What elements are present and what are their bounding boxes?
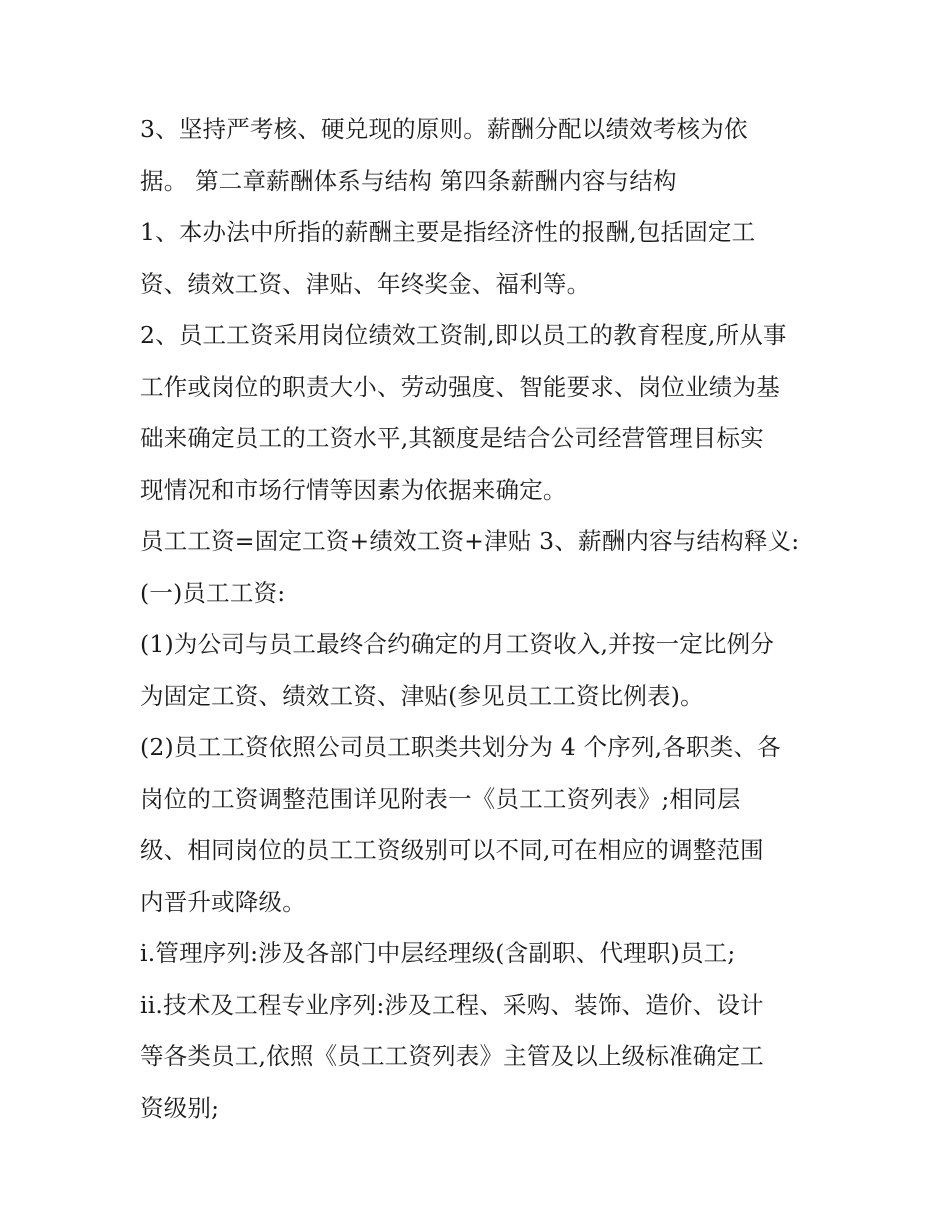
text-line: 工作或岗位的职责大小、劳动强度、智能要求、岗位业绩为基 <box>140 372 780 401</box>
text-line: 资级别; <box>140 1093 220 1122</box>
text-line: (1)为公司与员工最终合约确定的月工资收入,并按一定比例分 <box>140 630 775 658</box>
text-line: ii.技术及工程专业序列:涉及工程、采购、装饰、造价、设计 <box>140 990 764 1019</box>
text-line: 内晋升或降级。 <box>140 887 306 916</box>
text-line: 为固定工资、绩效工资、津贴(参见员工工资比例表)。 <box>140 681 704 710</box>
text-line: i.管理序列:涉及各部门中层经理级(含副职、代理职)员工; <box>140 939 736 967</box>
text-line: 1、本办法中所指的薪酬主要是指经济性的报酬,包括固定工 <box>140 218 756 246</box>
text-line: 等各类员工,依照《员工工资列表》主管及以上级标准确定工 <box>140 1042 764 1070</box>
text-line: 级、相同岗位的员工工资级别可以不同,可在相应的调整范围 <box>140 836 764 864</box>
text-line: 员工工资=固定工资+绩效工资+津贴 3、薪酬内容与结构释义: <box>140 527 800 555</box>
text-line: 资、绩效工资、津贴、年终奖金、福利等。 <box>140 269 591 298</box>
text-line: 岗位的工资调整范围详见附表一《员工工资列表》;相同层 <box>140 784 741 813</box>
text-line: (一)员工工资: <box>140 578 286 607</box>
text-line: (2)员工工资依照公司员工职类共划分为 4 个序列,各职类、各 <box>140 733 781 761</box>
document-body <box>140 104 820 1134</box>
text-line: 2、员工工资采用岗位绩效工资制,即以员工的教育程度,所从事 <box>140 321 787 349</box>
text-line: 3、坚持严考核、硬兑现的原则。薪酬分配以绩效考核为依 <box>140 115 748 143</box>
text-line: 据。 第二章薪酬体系与结构 第四条薪酬内容与结构 <box>140 166 677 195</box>
text-line: 础来确定员工的工资水平,其额度是结合公司经营管理目标实 <box>140 424 764 452</box>
text-line: 现情况和市场行情等因素为依据来确定。 <box>140 475 567 504</box>
